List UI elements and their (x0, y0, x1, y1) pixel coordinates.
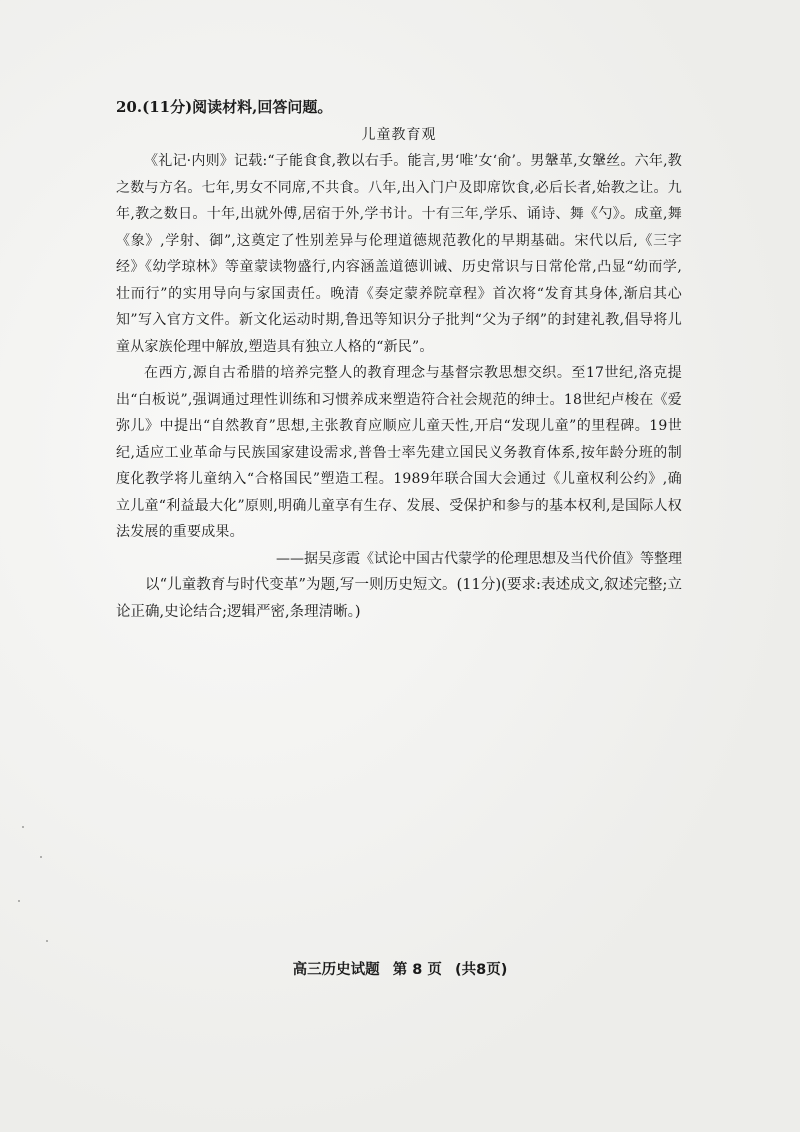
paragraph-west: 在西方,源自古希腊的培养完整人的教育理念与基督宗教思想交织。至17世纪,洛克提出“白板说”,强调通过理性训练和习惯养成来塑造符合社会规范的绅士。18世纪卢梭在《爱弥儿》中提出“自然教育”思想,主张教育应顺应儿童天性,开启“发现儿童”的里程碑。19世纪,适应工业革命与民族国家建设需求,普鲁士率先建立国民义务教育体系,按年龄分班的制度化教学将儿童纳入“合格国民”塑造工程。1989年联合国大会通过《儿童权利公约》,确立儿童“利益最大化”原则,明确儿童享有生存、发展、受保护和参与的基本权利,是国际人权法发展的重要成果。 (116, 365, 682, 540)
question-block (116, 96, 682, 626)
material-source: ——据吴彦霞《试论中国古代蒙学的伦理思想及当代价值》等整理 (276, 550, 682, 567)
scan-speck (18, 900, 20, 902)
footer-page-number: 第 8 页 (392, 962, 442, 978)
question-header: 20.(11分)阅读材料,回答问题。 (116, 98, 333, 116)
question-requirement: 以“儿童教育与时代变革”为题,写一则历史短文。(11分)(要求:表述成文,叙述完整;立论正确,史论结合;逻辑严密,条理清晰。) (116, 576, 682, 620)
scan-speck (46, 940, 48, 942)
scan-speck (22, 826, 24, 828)
material-title: 儿童教育观 (361, 127, 437, 143)
footer-total-pages: (共8页) (454, 962, 508, 978)
paragraph-china: 《礼记·内则》记载:“子能食食,教以右手。能言,男‘唯’女‘俞’。男鞶革,女鞶丝。六年,教之数与方名。七年,男女不同席,不共食。八年,出入门户及即席饮食,必后长者,始教之让。九年,教之数日。十年,出就外傅,居宿于外,学书计。十有三年,学乐、诵诗、舞《勺》。成童,舞《象》,学射、御”,这奠定了性别差异与伦理道德规范教化的早期基础。宋代以后,《三字经》《幼学琼林》等童蒙读物盛行,内容涵盖道德训诫、历史常识与日常伦常,凸显“幼而学,壮而行”的实用导向与家国责任。晚清《奏定蒙养院章程》首次将“发育其身体,渐启其心知”写入官方文件。新文化运动时期,鲁迅等知识分子批判“父为子纲”的封建礼教,倡导将儿童从家族伦理中解放,塑造具有独立人格的“新民”。 (116, 153, 682, 355)
page-footer (0, 958, 800, 979)
scan-speck (40, 856, 42, 858)
footer-subject: 高三历史试题 (292, 962, 380, 978)
